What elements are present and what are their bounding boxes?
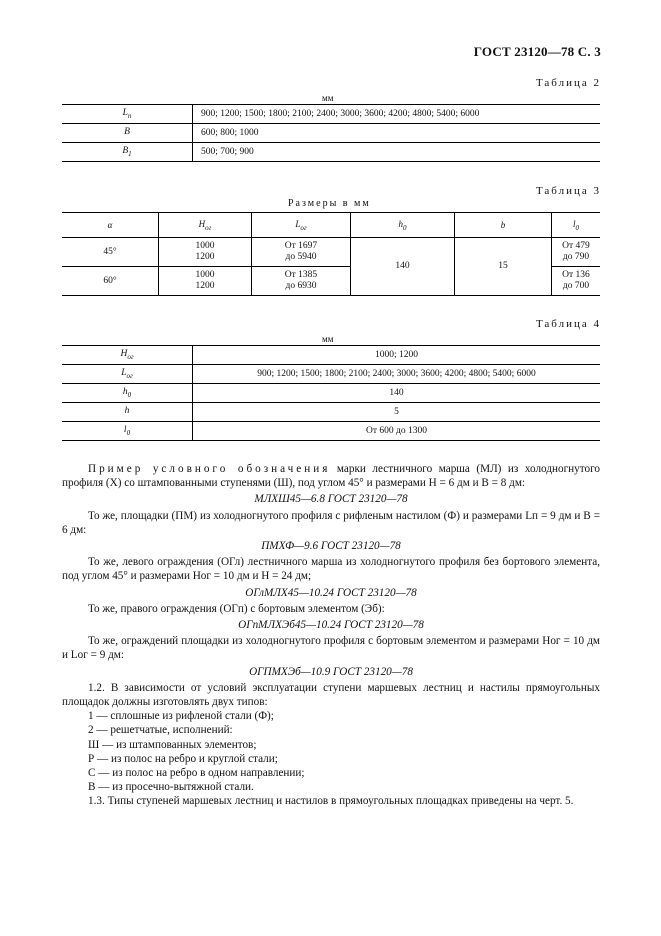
table-row: $B_1$ 500; 700; 900 [62, 143, 600, 162]
table-row: 60° 1000 1200 От 1385 до 6930 От 136 до 700 [62, 267, 600, 296]
list-item: С — из полос на ребро в одном направлении; [88, 767, 305, 780]
table2-unit: мм [322, 93, 334, 103]
list-item: 1 — сплошные из рифленой стали (Ф); [88, 710, 274, 723]
table-2 [62, 104, 600, 162]
body-text [62, 462, 600, 809]
list-item: 2 — решетчатые, исполнений: [88, 724, 233, 737]
table4-unit: мм [322, 334, 334, 344]
table-row: 45° 1000 1200 От 1697 до 5940 140 15 От 479 до 790 [62, 238, 600, 267]
designation-example: МЛХШ45—6.8 ГОСТ 23120—78 [254, 493, 408, 506]
table3-label: Таблица 3 [535, 185, 601, 197]
designation-example: ПМХФ—9.6 ГОСТ 23120—78 [261, 540, 401, 553]
table-3 [62, 212, 600, 296]
paragraph: То же, правого ограждения (ОГп) с бортовым элементом (Эб): [88, 602, 385, 615]
table3-caption: Размеры в мм [288, 198, 371, 209]
paragraph: То же, ограждений площадки из холодногнутого профиля с бортовым элементом и размерами Hог = 10 дм и Lог = 9 дм: [62, 635, 600, 662]
paragraph-example-intro: Пример условного обозначения марки лестничного марша (МЛ) из холодногнутого профиля (Х) со штампованными ступенями (Ш), под углом 45° и размерами H = 6 дм и B = 8 дм: [62, 463, 601, 490]
table-row: h 5 [62, 403, 600, 422]
paragraph: То же, левого ограждения (ОГл) лестничного марша из холодногнутого профиля без бортового элемента, под углом 45° и размерами Hог = 10 дм и H = 24 дм; [62, 556, 600, 583]
designation-example: ОГпМЛХЭб45—10.24 ГОСТ 23120—78 [238, 619, 424, 632]
table-row: $h_0$ 140 [62, 384, 600, 403]
table2-label: Таблица 2 [535, 77, 601, 89]
table-row: $l_0$ От 600 до 1300 [62, 422, 600, 441]
table-row: $H_{ог}$ 1000; 1200 [62, 346, 600, 365]
designation-example: ОГПМХЭб—10.9 ГОСТ 23120—78 [249, 665, 413, 678]
page-header: ГОСТ 23120—78 С. 3 [473, 44, 601, 59]
list-item: Р — из полос на ребро и круглой стали; [88, 752, 278, 765]
paragraph: То же, площадки (ПМ) из холодногнутого профиля с рифленым настилом (Ф) и размерами Lп = 9 дм и B = 6 дм: [62, 509, 600, 536]
list-item: В — из просечно-вытяжной стали. [88, 781, 254, 794]
paragraph-1-3: 1.3. Типы ступеней маршевых лестниц и настилов в прямоугольных площадках приведены на черт. 5. [88, 795, 574, 808]
table-row: $L_{ог}$ 900; 1200; 1500; 1800; 2100; 2400; 3000; 3600; 4200; 4800; 5400; 6000 [62, 365, 600, 384]
designation-example: ОГлМЛХ45—10.24 ГОСТ 23120—78 [245, 586, 417, 599]
table-header-row: α $H_{ог}$ $L_{ог}$ $h_0$ b $l_0$ [62, 213, 600, 238]
table-row: B 600; 800; 1000 [62, 124, 600, 143]
list-item: Ш — из штампованных элементов; [88, 738, 257, 751]
table-row: $L_п$ 900; 1200; 1500; 1800; 2100; 2400; 3000; 3600; 4200; 4800; 5400; 6000 [62, 105, 600, 124]
table-4 [62, 345, 600, 441]
table4-label: Таблица 4 [535, 318, 601, 330]
paragraph-1-2: 1.2. В зависимости от условий эксплуатации ступени маршевых лестниц и настилы прямоугольных площадок должны изготовлять двух типов: [62, 681, 600, 709]
